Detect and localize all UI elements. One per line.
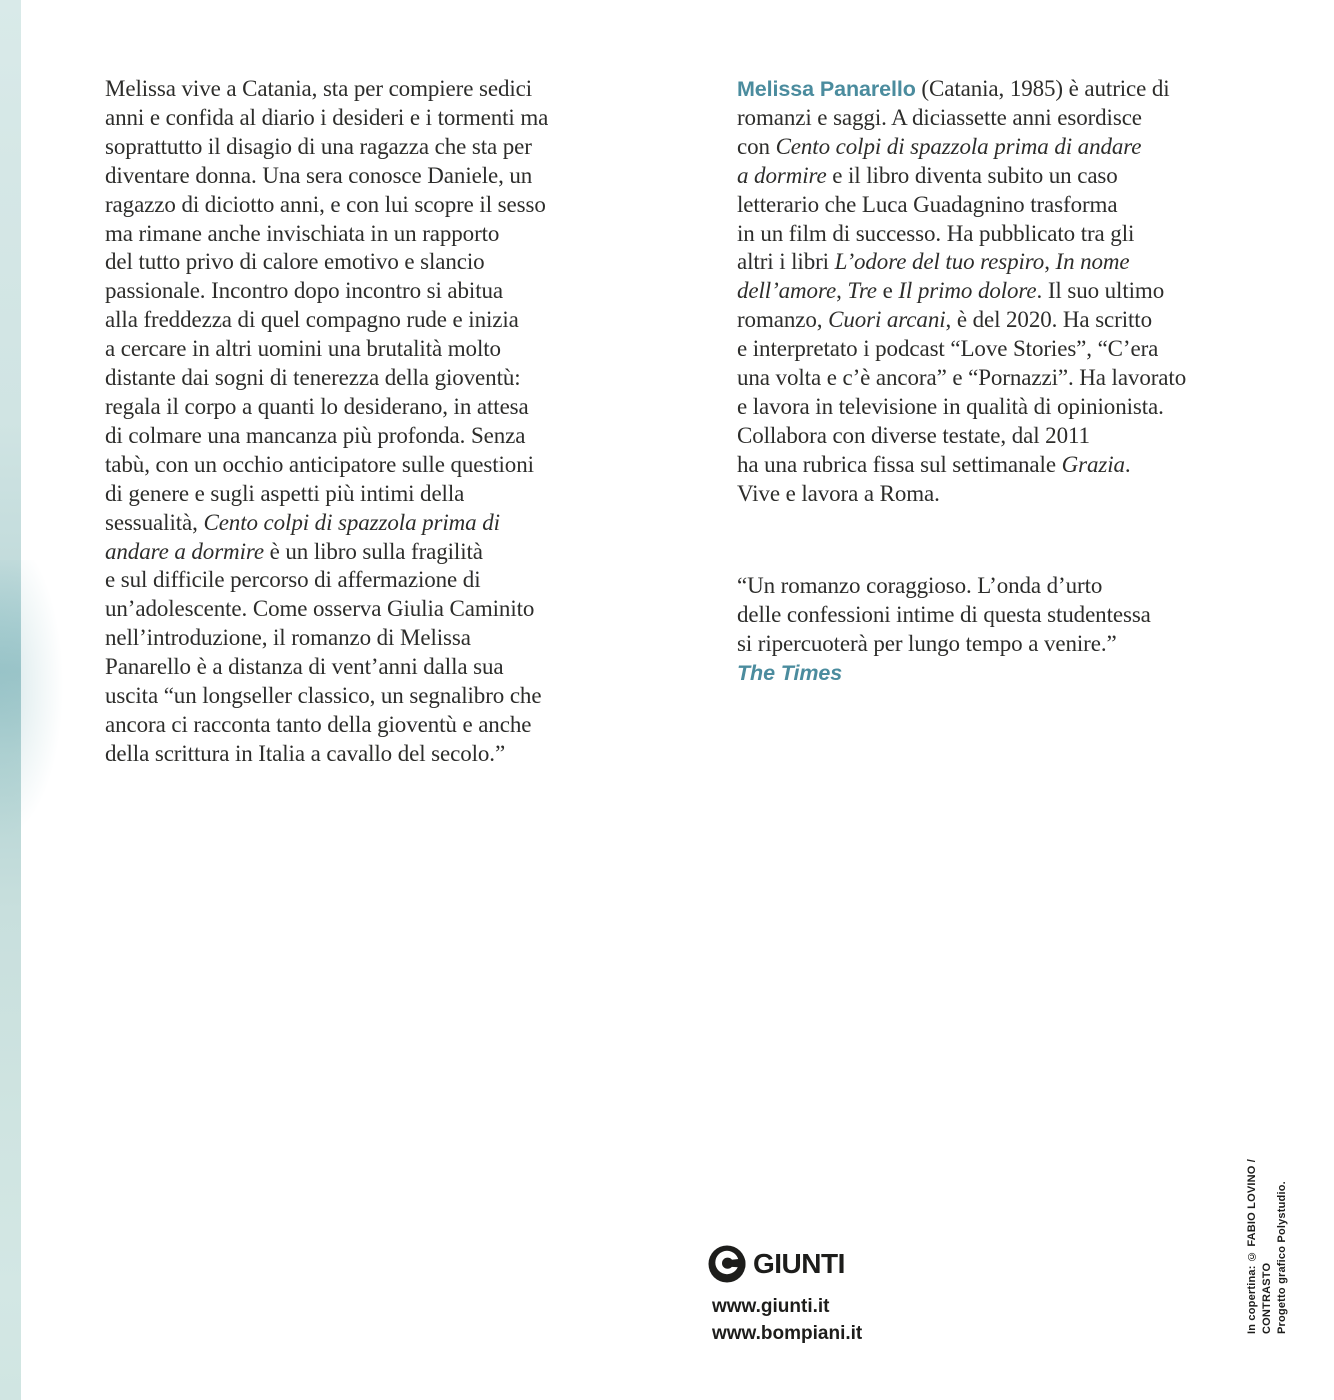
flap-edge-gradient	[0, 0, 21, 1400]
text-line: regala il corpo a quanti lo desiderano, in attesa	[105, 393, 529, 419]
text-line: passionale. Incontro dopo incontro si abitua	[105, 278, 504, 304]
publisher-links	[712, 1293, 862, 1347]
publisher-name: GIUNTI	[753, 1248, 845, 1279]
text-line: delle confessioni intime di questa studentessa	[737, 601, 1151, 627]
text-line: in un film di successo. Ha pubblicato tra gli	[737, 220, 1135, 246]
design-credit: Progetto grafico Polystudio.	[1276, 1181, 1288, 1334]
giunti-url: www.giunti.it	[712, 1296, 830, 1317]
text-line: anni e confida al diario i desideri e i tormenti ma	[105, 104, 549, 130]
text-line: diventare donna. Una sera conosce Daniele, un	[105, 162, 533, 188]
text-line: uscita “un longseller classico, un segnalibro che	[105, 683, 542, 709]
text-line: Melissa vive a Catania, sta per compiere sedici	[105, 76, 533, 101]
text-line: andare a dormire è un libro sulla fragilità	[105, 538, 483, 564]
text-line: dell’amore, Tre e Il primo dolore. Il suo ultimo	[737, 278, 1165, 304]
text-line: alla freddezza di quel compagno rude e inizia	[105, 307, 519, 333]
cover-photo-credit: In copertina: © FABIO LOVINO / CONTRASTO	[1246, 1158, 1273, 1334]
author-bio-paragraph	[737, 75, 1267, 509]
text-line: Panarello è a distanza di vent’anni dalla sua	[105, 654, 504, 680]
text-line: a dormire e il libro diventa subito un caso	[737, 162, 1118, 188]
photo-credits	[1245, 1098, 1290, 1334]
text-line: ancora ci racconta tanto della gioventù e anche	[105, 711, 532, 737]
text-line: una volta e c’è ancora” e “Pornazzi”. Ha lavorato	[737, 365, 1187, 391]
text-line: tabù, con un occhio anticipatore sulle questioni	[105, 451, 534, 477]
text-line: distante dai sogni di tenerezza della gioventù:	[105, 365, 521, 391]
text-line: Collabora con diverse testate, dal 2011	[737, 422, 1090, 448]
text-line: della scrittura in Italia a cavallo del secolo.”	[105, 740, 506, 766]
giunti-g-icon	[708, 1245, 746, 1283]
text-line: ragazzo di diciotto anni, e con lui scopre il sesso	[105, 191, 546, 217]
text-line: “Un romanzo coraggioso. L’onda d’urto	[737, 573, 1103, 598]
text-line: The Times	[737, 660, 843, 685]
text-line: un’adolescente. Come osserva Giulia Caminito	[105, 596, 535, 622]
publisher-footer	[708, 1245, 862, 1347]
text-line: di colmare una mancanza più profonda. Senza	[105, 422, 526, 448]
text-line: Vive e lavora a Roma.	[737, 480, 940, 506]
giunti-logo	[708, 1245, 862, 1283]
text-line: romanzi e saggi. A diciassette anni esordisce	[737, 104, 1142, 130]
bompiani-url: www.bompiani.it	[712, 1323, 863, 1344]
text-line: del tutto privo di calore emotivo e slancio	[105, 249, 485, 275]
text-line: romanzo, Cuori arcani, è del 2020. Ha scritto	[737, 307, 1152, 333]
text-line: altri i libri L’odore del tuo respiro, In nome	[737, 249, 1130, 275]
press-quote	[737, 572, 1267, 688]
text-line: si ripercuoterà per lungo tempo a venire.”	[737, 630, 1117, 656]
text-line: e sul difficile percorso di affermazione di	[105, 567, 481, 593]
text-line: sessualità, Cento colpi di spazzola prima di	[105, 509, 500, 535]
synopsis-paragraph	[105, 75, 680, 769]
text-line: ha una rubrica fissa sul settimanale Grazia.	[737, 451, 1131, 477]
text-line: e interpretato i podcast “Love Stories”, “C’era	[737, 336, 1159, 362]
text-line: Melissa Panarello (Catania, 1985) è autrice di	[737, 76, 1170, 101]
text-line: letterario che Luca Guadagnino trasforma	[737, 191, 1118, 217]
text-line: a cercare in altri uomini una brutalità molto	[105, 336, 501, 362]
text-line: soprattutto il disagio di una ragazza che sta per	[105, 133, 532, 159]
text-line: e lavora in televisione in qualità di opinionista.	[737, 393, 1164, 419]
text-line: di genere e sugli aspetti più intimi della	[105, 480, 465, 506]
text-line: con Cento colpi di spazzola prima di andare	[737, 133, 1142, 159]
text-line: nell’introduzione, il romanzo di Melissa	[105, 625, 471, 651]
text-line: ma rimane anche invischiata in un rapporto	[105, 220, 500, 246]
